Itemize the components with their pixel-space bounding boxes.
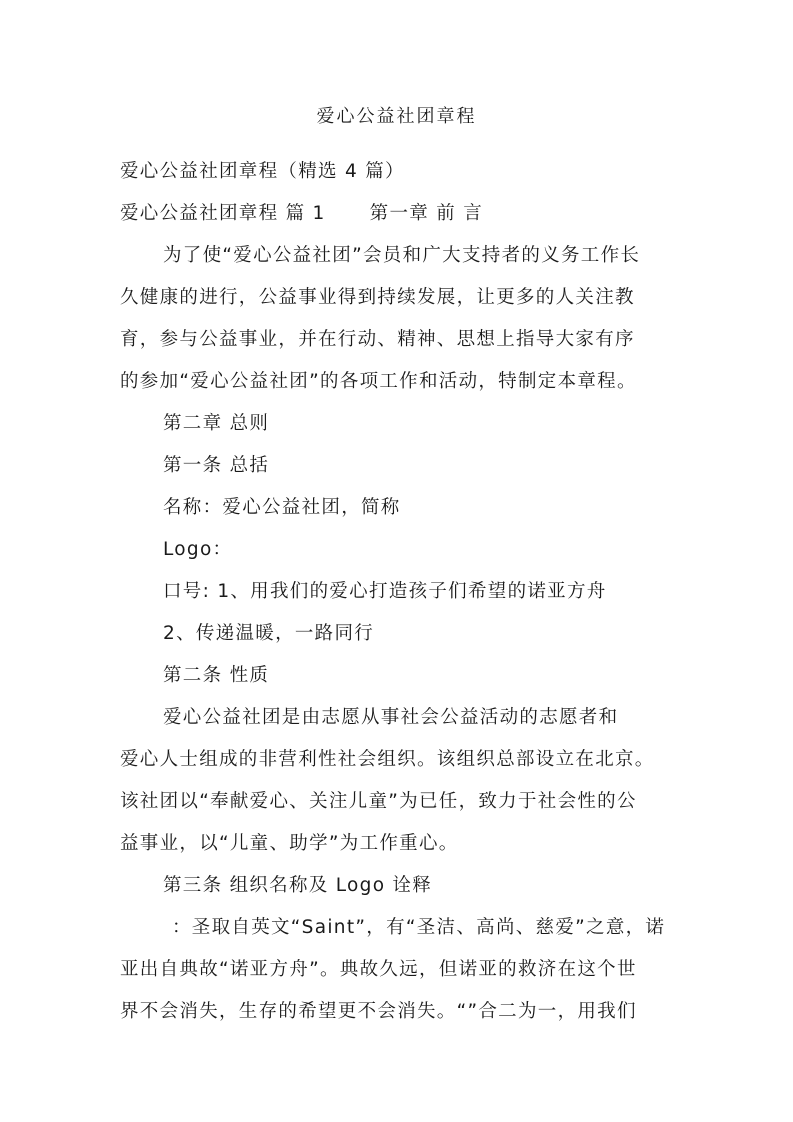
paragraph-line: 该社团以“奉献爱心、关注儿童”为已任，致力于社会性的公 <box>120 791 637 812</box>
slogan-line-2: 2、传递温暖，一路同行 <box>163 623 375 644</box>
paragraph-line: 久健康的进行，公益事业得到持续发展，让更多的人关注教 <box>120 287 635 308</box>
paragraph-line: 育，参与公益事业，并在行动、精神、思想上指导大家有序 <box>120 329 635 350</box>
part-heading-line <box>120 200 680 228</box>
paragraph-line: 界不会消失，生存的希望更不会消失。“”合二为一，用我们 <box>120 1001 637 1022</box>
paragraph-line: ：圣取自英文“Saint”，有“圣洁、高尚、慈爱”之意，诺 <box>172 917 666 938</box>
article-two-heading: 第二条 性质 <box>163 665 270 686</box>
chapter-two-heading: 第二章 总则 <box>163 413 270 434</box>
paragraph-line: 益事业，以“儿童、助学”为工作重心。 <box>120 833 459 854</box>
document-subtitle: 爱心公益社团章程（精选 4 篇） <box>120 161 405 182</box>
paragraph-line: 爱心人士组成的非营利性社会组织。该组织总部设立在北京。 <box>120 749 655 770</box>
logo-line: Logo： <box>163 539 233 560</box>
name-line: 名称：爱心公益社团，简称 <box>163 497 401 518</box>
paragraph-line: 为了使“爱心公益社团”会员和广大支持者的义务工作长 <box>163 245 641 266</box>
part-heading: 爱心公益社团章程 篇 1 <box>120 203 326 224</box>
chapter-one-heading: 第一章 前 言 <box>369 203 484 224</box>
slogan-line-1: 口号: 1、用我们的爱心打造孩子们希望的诺亚方舟 <box>163 581 607 602</box>
document-title: 爱心公益社团章程 <box>316 106 477 127</box>
article-one-heading: 第一条 总括 <box>163 455 270 476</box>
article-three-heading: 第三条 组织名称及 Logo 诠释 <box>163 875 433 896</box>
paragraph-line: 亚出自典故“诺亚方舟”。典故久远，但诺亚的救济在这个世 <box>120 959 637 980</box>
paragraph-line: 的参加“爱心公益社团”的各项工作和活动，特制定本章程。 <box>120 371 637 392</box>
paragraph-line: 爱心公益社团是由志愿从事社会公益活动的志愿者和 <box>163 707 619 728</box>
